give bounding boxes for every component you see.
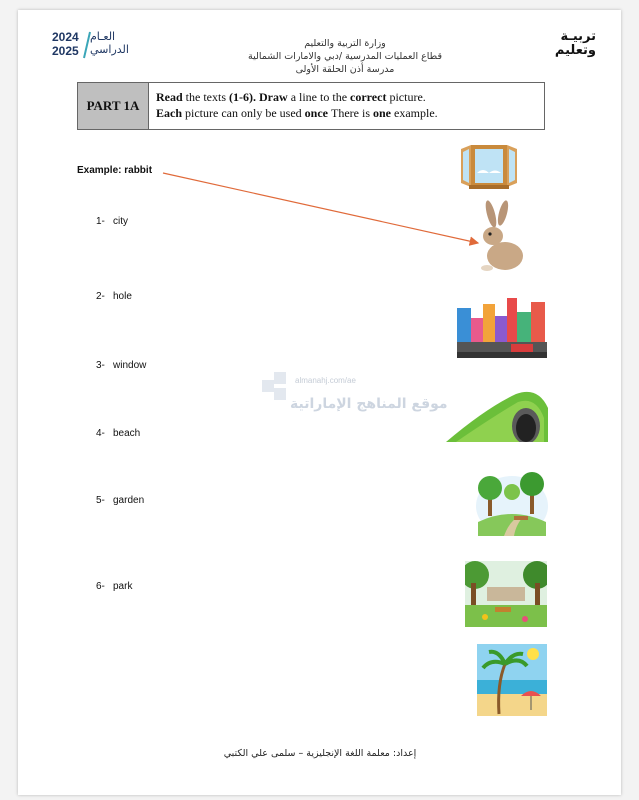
tunnel-hole-picture: [446, 388, 548, 442]
year-start: 2024: [52, 30, 79, 44]
list-item: [96, 495, 144, 506]
item-word: city: [113, 216, 128, 227]
list-item: [96, 216, 128, 227]
example-label: Example: rabbit: [77, 165, 153, 176]
item-number: 2-: [96, 291, 105, 302]
item-word: beach: [113, 428, 141, 439]
item-number: 1-: [96, 216, 105, 227]
watermark-arabic: موقع المناهج الإماراتية: [290, 396, 448, 412]
park-picture: [465, 561, 547, 627]
year-arabic-line1: العـام: [90, 30, 116, 43]
item-word: hole: [113, 291, 132, 302]
header-sector: قطاع العمليات المدرسية /دبي والامارات الشمالية: [247, 51, 443, 62]
instruction-line-1: Read the texts (1-6). Draw a line to the correct picture.: [156, 90, 426, 104]
part-label: PART 1A: [78, 83, 149, 129]
beach-picture: [477, 644, 547, 716]
item-number: 4-: [96, 428, 105, 439]
window-picture: [459, 143, 519, 189]
item-word: park: [113, 581, 133, 592]
ministry-logo-line2: وتعليم: [554, 43, 596, 58]
header-ministry: وزارة التربية والتعليم: [304, 38, 386, 49]
item-number: 5-: [96, 495, 105, 506]
item-number: 3-: [96, 360, 105, 371]
rabbit-picture: [477, 200, 525, 272]
garden-picture: [474, 466, 550, 538]
item-word: window: [113, 360, 147, 371]
header-school: مدرسة أذن الحلقة الأولى: [295, 64, 395, 75]
instruction-line-2: Each picture can only be used once There is one example.: [156, 106, 438, 120]
item-word: garden: [113, 495, 145, 506]
list-item: [96, 428, 140, 439]
year-arabic-line2: الدراسي: [90, 43, 129, 56]
ministry-logo-line1: تربيـة: [560, 29, 596, 44]
list-item: [96, 291, 132, 302]
list-item: [96, 581, 132, 592]
footer-author: إعداد: معلمة اللغة الإنجليزية – سلمى علي الكتبي: [223, 748, 417, 759]
list-item: [96, 360, 146, 371]
year-end: 2025: [52, 44, 79, 58]
city-picture: [455, 294, 549, 360]
watermark-url: almanahj.com/ae: [295, 376, 356, 385]
item-number: 6-: [96, 581, 105, 592]
